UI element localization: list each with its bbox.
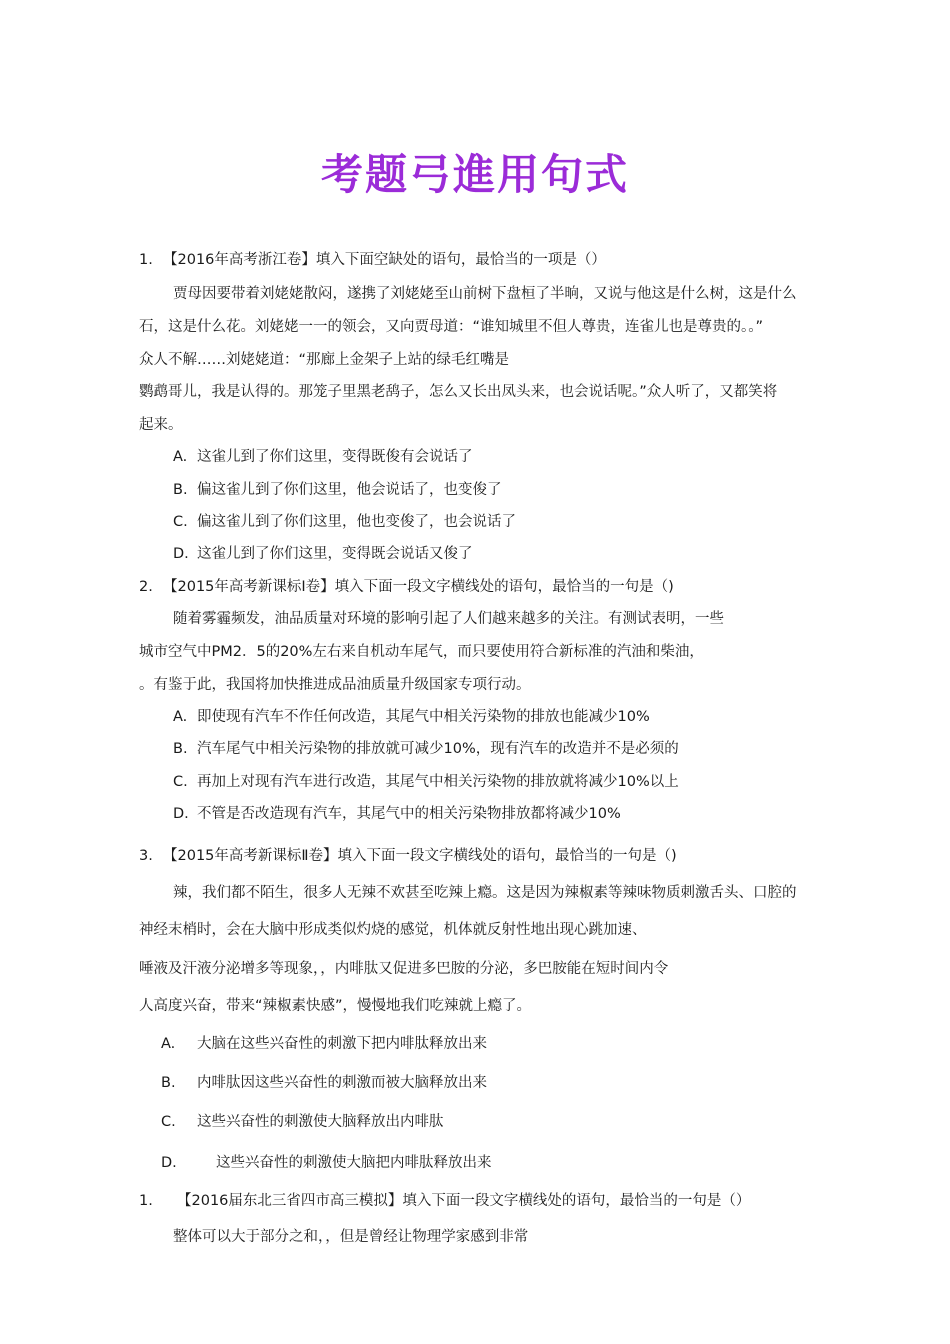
option-label: A. [173,709,188,725]
question-number: 1. [139,252,153,268]
passage-line: 起来。 [139,417,183,433]
question-number: 1. [139,1193,153,1209]
option-text: 即使现有汽车不作任何改造，其尾气中相关污染物的排放也能减少10% [197,709,650,725]
passage-line: 鹦鹉哥儿，我是认得的。那笼子里黑老鸹子，怎么又长出凤头来，也会说话呢。”众人听了，又都笑将 [139,384,778,400]
passage-line: 石，这是什么花。刘姥姥一一的领会，又向贾母道：“谁知城里不但人尊贵，连雀儿也是尊贵的。。” [139,319,764,335]
option-label: A. [161,1036,176,1052]
question-stem: 【2016年高考浙江卷】填入下面空缺处的语句，最恰当的一项是（） [163,252,606,268]
option-label: C. [173,774,188,790]
option-text: 偏这雀儿到了你们这里，他也变俊了，也会说话了 [197,514,516,530]
passage-line: 辣，我们都不陌生，很多人无辣不欢甚至吃辣上瘾。这是因为辣椒素等辣味物质刺激舌头、口腔的 [173,885,797,901]
option-text: 这雀儿到了你们这里，变得既俊有会说话了 [197,449,473,465]
option-text: 偏这雀儿到了你们这里，他会说话了，也变俊了 [197,482,502,498]
option-label: D. [161,1155,177,1171]
option-text: 这些兴奋性的刺激使大脑释放出内啡肽 [197,1114,444,1130]
option-label: D. [173,546,189,562]
option-label: B. [173,482,188,498]
option-text: 不管是否改造现有汽车，其尾气中的相关污染物排放都将减少10% [197,806,621,822]
option-label: B. [173,741,188,757]
passage-line: 人高度兴奋，带来“辣椒素快感”，慢慢地我们吃辣就上瘾了。 [139,998,532,1014]
option-text: 再加上对现有汽车进行改造，其尾气中相关污染物的排放就将减少10%以上 [197,774,679,790]
option-text: 这些兴奋性的刺激使大脑把内啡肽释放出来 [216,1155,492,1171]
passage-line: 众人不解……刘姥姥道：“那廊上金架子上站的绿毛红嘴是 [139,352,510,368]
passage-line: 随着雾霾频发，油品质量对环境的影响引起了人们越来越多的关注。有测试表明，一些 [173,611,724,627]
passage-line: 。有鉴于此，我国将加快推进成品油质量升级国家专项行动。 [139,677,531,693]
question-stem: 【2015年高考新课标Ⅰ卷】填入下面一段文字横线处的语句，最恰当的一句是（) [163,579,674,595]
option-text: 大脑在这些兴奋性的刺激下把内啡肽释放出来 [197,1036,487,1052]
option-label: C. [173,514,188,530]
passage-line: 城市空气中PM2．5的20%左右来自机动车尾气，而只要使用符合新标准的汽油和柴油， [139,644,704,660]
option-text: 内啡肽因这些兴奋性的刺激而被大脑释放出来 [197,1075,487,1091]
option-label: D. [173,806,189,822]
option-text: 这雀儿到了你们这里，变得既会说话又俊了 [197,546,473,562]
option-label: B. [161,1075,176,1091]
passage-line: 神经末梢时，会在大脑中形成类似灼烧的感觉，机体就反射性地出现心跳加速、 [139,922,647,938]
page-title: 考题弓進用句式 [320,150,629,199]
option-label: A. [173,449,188,465]
question-stem: 【2015年高考新课标Ⅱ卷】填入下面一段文字横线处的语句，最恰当的一句是（) [163,848,677,864]
passage-line: 整体可以大于部分之和，，但是曾经让物理学家感到非常 [173,1229,529,1245]
question-number: 3. [139,848,153,864]
option-text: 汽车尾气中相关污染物的排放就可减少10%，现有汽车的改造并不是必须的 [197,741,679,757]
question-number: 2. [139,579,153,595]
question-stem: 【2016届东北三省四市高三模拟】填入下面一段文字横线处的语句，最恰当的一句是（） [177,1193,751,1209]
option-label: C. [161,1114,176,1130]
passage-line: 唾液及汗液分泌增多等现象，，内啡肽又促进多巴胺的分泌，多巴胺能在短时间内令 [139,961,669,977]
passage-line: 贾母因要带着刘姥姥散闷，遂携了刘姥姥至山前树下盘桓了半晌，又说与他这是什么树，这是什么 [173,286,797,302]
